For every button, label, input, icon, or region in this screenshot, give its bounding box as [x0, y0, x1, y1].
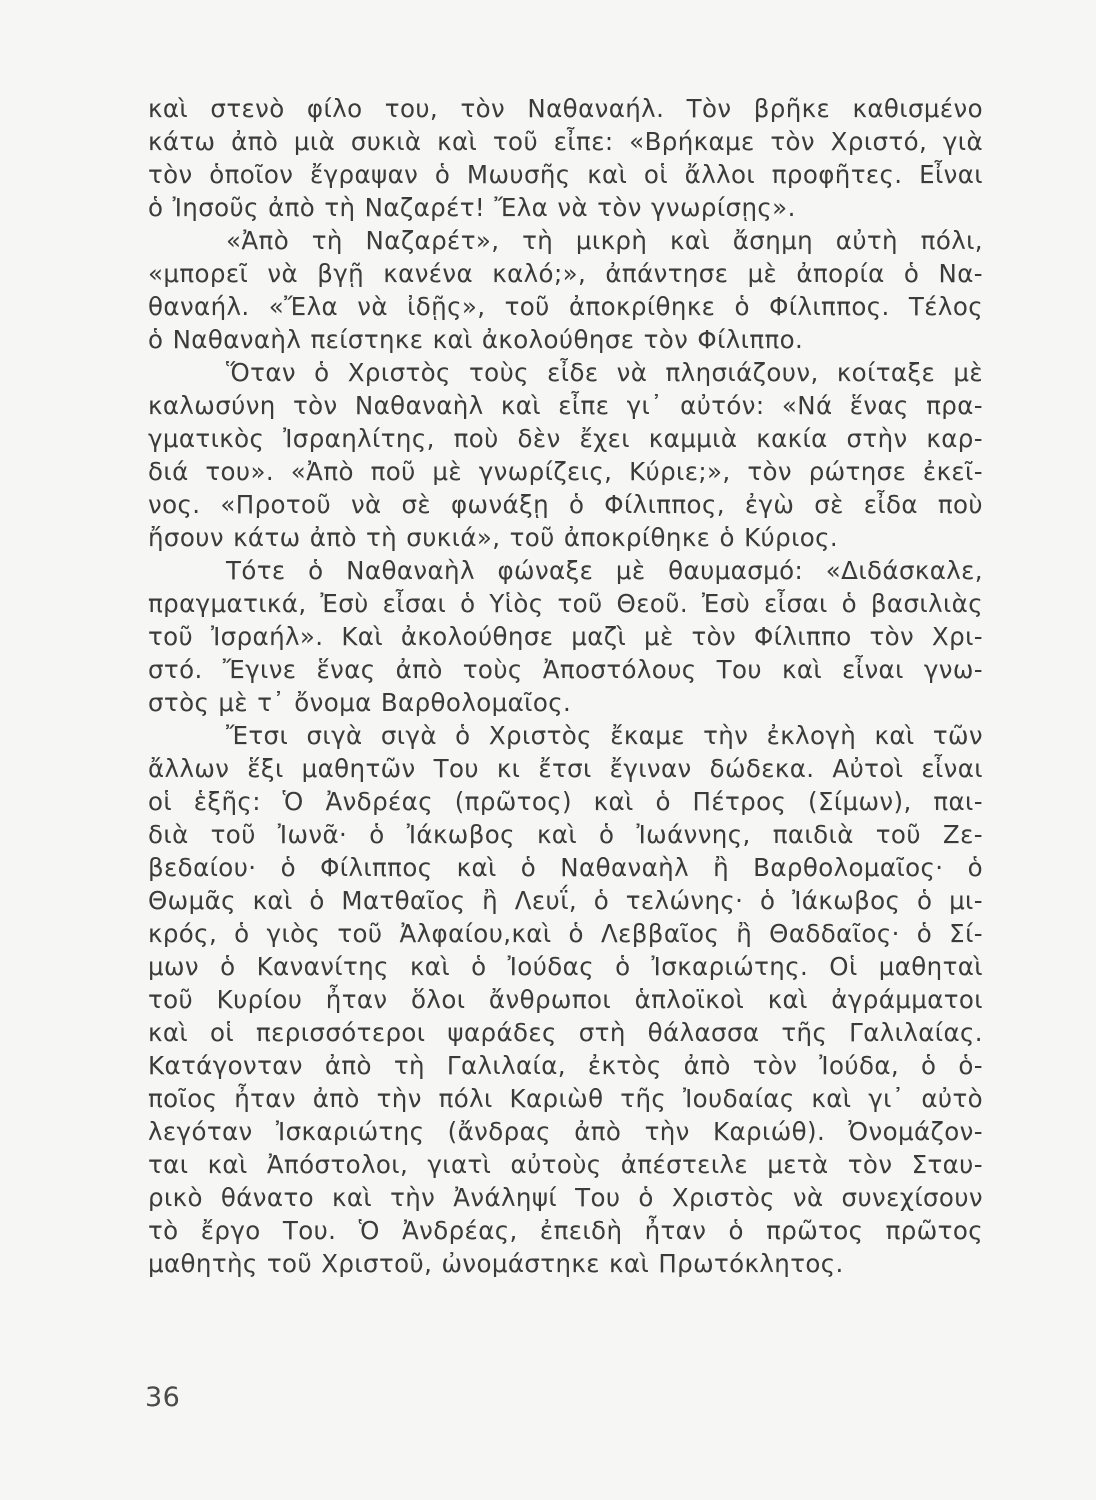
text-line: διὰ τοῦ Ἰωνᾶ· ὁ Ἰάκωβος καὶ ὁ Ἰωάννης, παιδιὰ τοῦ Ζε-	[148, 820, 983, 849]
page-number: 36	[145, 1382, 181, 1413]
text-line: μων ὁ Κανανίτης καὶ ὁ Ἰούδας ὁ Ἰσκαριώτης. Οἱ μαθηταὶ	[148, 952, 983, 981]
text-line: θαναήλ. «Ἔλα νὰ ἰδῇς», τοῦ ἀποκρίθηκε ὁ Φίλιππος. Τέλος	[148, 292, 983, 321]
text-line: ἄλλων ἕξι μαθητῶν Του κι ἔτσι ἔγιναν δώδεκα. Αὐτοὶ εἶναι	[148, 754, 983, 783]
text-line: ὁ Ναθαναὴλ πείστηκε καὶ ἀκολούθησε τὸν Φίλιππο.	[148, 325, 804, 354]
text-line: καὶ στενὸ φίλο του, τὸν Ναθαναήλ. Τὸν βρῆκε καθισμένο	[148, 94, 983, 123]
text-line: μαθητὴς τοῦ Χριστοῦ, ὠνομάστηκε καὶ Πρωτόκλητος.	[148, 1249, 844, 1278]
text-line: στό. Ἔγινε ἕνας ἀπὸ τοὺς Ἀποστόλους Του καὶ εἶναι γνω-	[148, 655, 983, 684]
text-line: καὶ οἱ περισσότεροι ψαράδες στὴ θάλασσα τῆς Γαλιλαίας.	[148, 1018, 983, 1047]
text-line: λεγόταν Ἰσκαριώτης (ἄνδρας ἀπὸ τὴν Καριώθ). Ὀνομάζον-	[148, 1117, 983, 1146]
text-line: Θωμᾶς καὶ ὁ Ματθαῖος ἢ Λευΐ, ὁ τελώνης· ὁ Ἰάκωβος ὁ μι-	[148, 886, 983, 915]
text-line: Κατάγονταν ἀπὸ τὴ Γαλιλαία, ἐκτὸς ἀπὸ τὸν Ἰούδα, ὁ ὁ-	[148, 1051, 983, 1080]
text-line: πραγματικά, Ἐσὺ εἶσαι ὁ Υἱὸς τοῦ Θεοῦ. Ἐσὺ εἶσαι ὁ βασιλιὰς	[148, 589, 983, 618]
text-line: «Ἀπὸ τὴ Ναζαρέτ», τὴ μικρὴ καὶ ἄσημη αὐτὴ πόλι,	[226, 226, 983, 255]
text-line: ρικὸ θάνατο καὶ τὴν Ἀνάληψί Του ὁ Χριστὸς νὰ συνεχίσουν	[148, 1183, 983, 1212]
text-line: τὸν ὁποῖον ἔγραψαν ὁ Μωυσῆς καὶ οἱ ἄλλοι προφῆτες. Εἶναι	[148, 160, 983, 189]
text-line: ἤσουν κάτω ἀπὸ τὴ συκιά», τοῦ ἀποκρίθηκε ὁ Κύριος.	[148, 523, 839, 552]
body-text	[148, 92, 983, 1280]
text-line: τοῦ Κυρίου ἦταν ὅλοι ἄνθρωποι ἁπλοϊκοὶ καὶ ἀγράμματοι	[148, 985, 983, 1014]
text-line: ποῖος ἦταν ἀπὸ τὴν πόλι Καριὼθ τῆς Ἰουδαίας καὶ γι᾽ αὐτὸ	[148, 1084, 983, 1113]
text-line: βεδαίου· ὁ Φίλιππος καὶ ὁ Ναθαναὴλ ἢ Βαρθολομαῖος· ὁ	[148, 853, 983, 882]
text-line: γματικὸς Ἰσραηλίτης, ποὺ δὲν ἔχει καμμιὰ κακία στὴν καρ-	[148, 424, 983, 453]
text-line: τοῦ Ἰσραήλ». Καὶ ἀκολούθησε μαζὶ μὲ τὸν Φίλιππο τὸν Χρι-	[148, 622, 983, 651]
text-line: καλωσύνη τὸν Ναθαναὴλ καὶ εἶπε γι᾽ αὐτόν: «Νά ἕνας πρα-	[148, 391, 983, 420]
text-line: τὸ ἔργο Του. Ὁ Ἀνδρέας, ἐπειδὴ ἦταν ὁ πρῶτος πρῶτος	[148, 1216, 983, 1245]
text-line: Ἔτσι σιγὰ σιγὰ ὁ Χριστὸς ἔκαμε τὴν ἐκλογὴ καὶ τῶν	[226, 721, 983, 750]
text-line: νος. «Προτοῦ νὰ σὲ φωνάξῃ ὁ Φίλιππος, ἐγὼ σὲ εἶδα ποὺ	[148, 490, 983, 519]
text-line: Τότε ὁ Ναθαναὴλ φώναξε μὲ θαυμασμό: «Διδάσκαλε,	[226, 556, 983, 585]
text-line: διά του». «Ἀπὸ ποῦ μὲ γνωρίζεις, Κύριε;», τὸν ρώτησε ἐκεῖ-	[148, 457, 983, 486]
text-line: «μπορεῖ νὰ βγῇ κανένα καλό;», ἀπάντησε μὲ ἀπορία ὁ Να-	[148, 259, 983, 288]
text-line: ται καὶ Ἀπόστολοι, γιατὶ αὐτοὺς ἀπέστειλε μετὰ τὸν Σταυ-	[148, 1150, 983, 1179]
text-line: στὸς μὲ τ᾽ ὄνομα Βαρθολομαῖος.	[148, 688, 572, 717]
text-line: Ὅταν ὁ Χριστὸς τοὺς εἶδε νὰ πλησιάζουν, κοίταξε μὲ	[226, 358, 983, 387]
text-line: οἱ ἑξῆς: Ὁ Ἀνδρέας (πρῶτος) καὶ ὁ Πέτρος (Σίμων), παι-	[148, 787, 983, 816]
text-line: κρός, ὁ γιὸς τοῦ Ἀλφαίου,καὶ ὁ Λεββαῖος ἢ Θαδδαῖος· ὁ Σί-	[148, 919, 983, 948]
text-line: ὁ Ἰησοῦς ἀπὸ τὴ Ναζαρέτ! Ἔλα νὰ τὸν γνωρίσῃς».	[148, 193, 796, 222]
text-line: κάτω ἀπὸ μιὰ συκιὰ καὶ τοῦ εἶπε: «Βρήκαμε τὸν Χριστό, γιὰ	[148, 127, 983, 156]
